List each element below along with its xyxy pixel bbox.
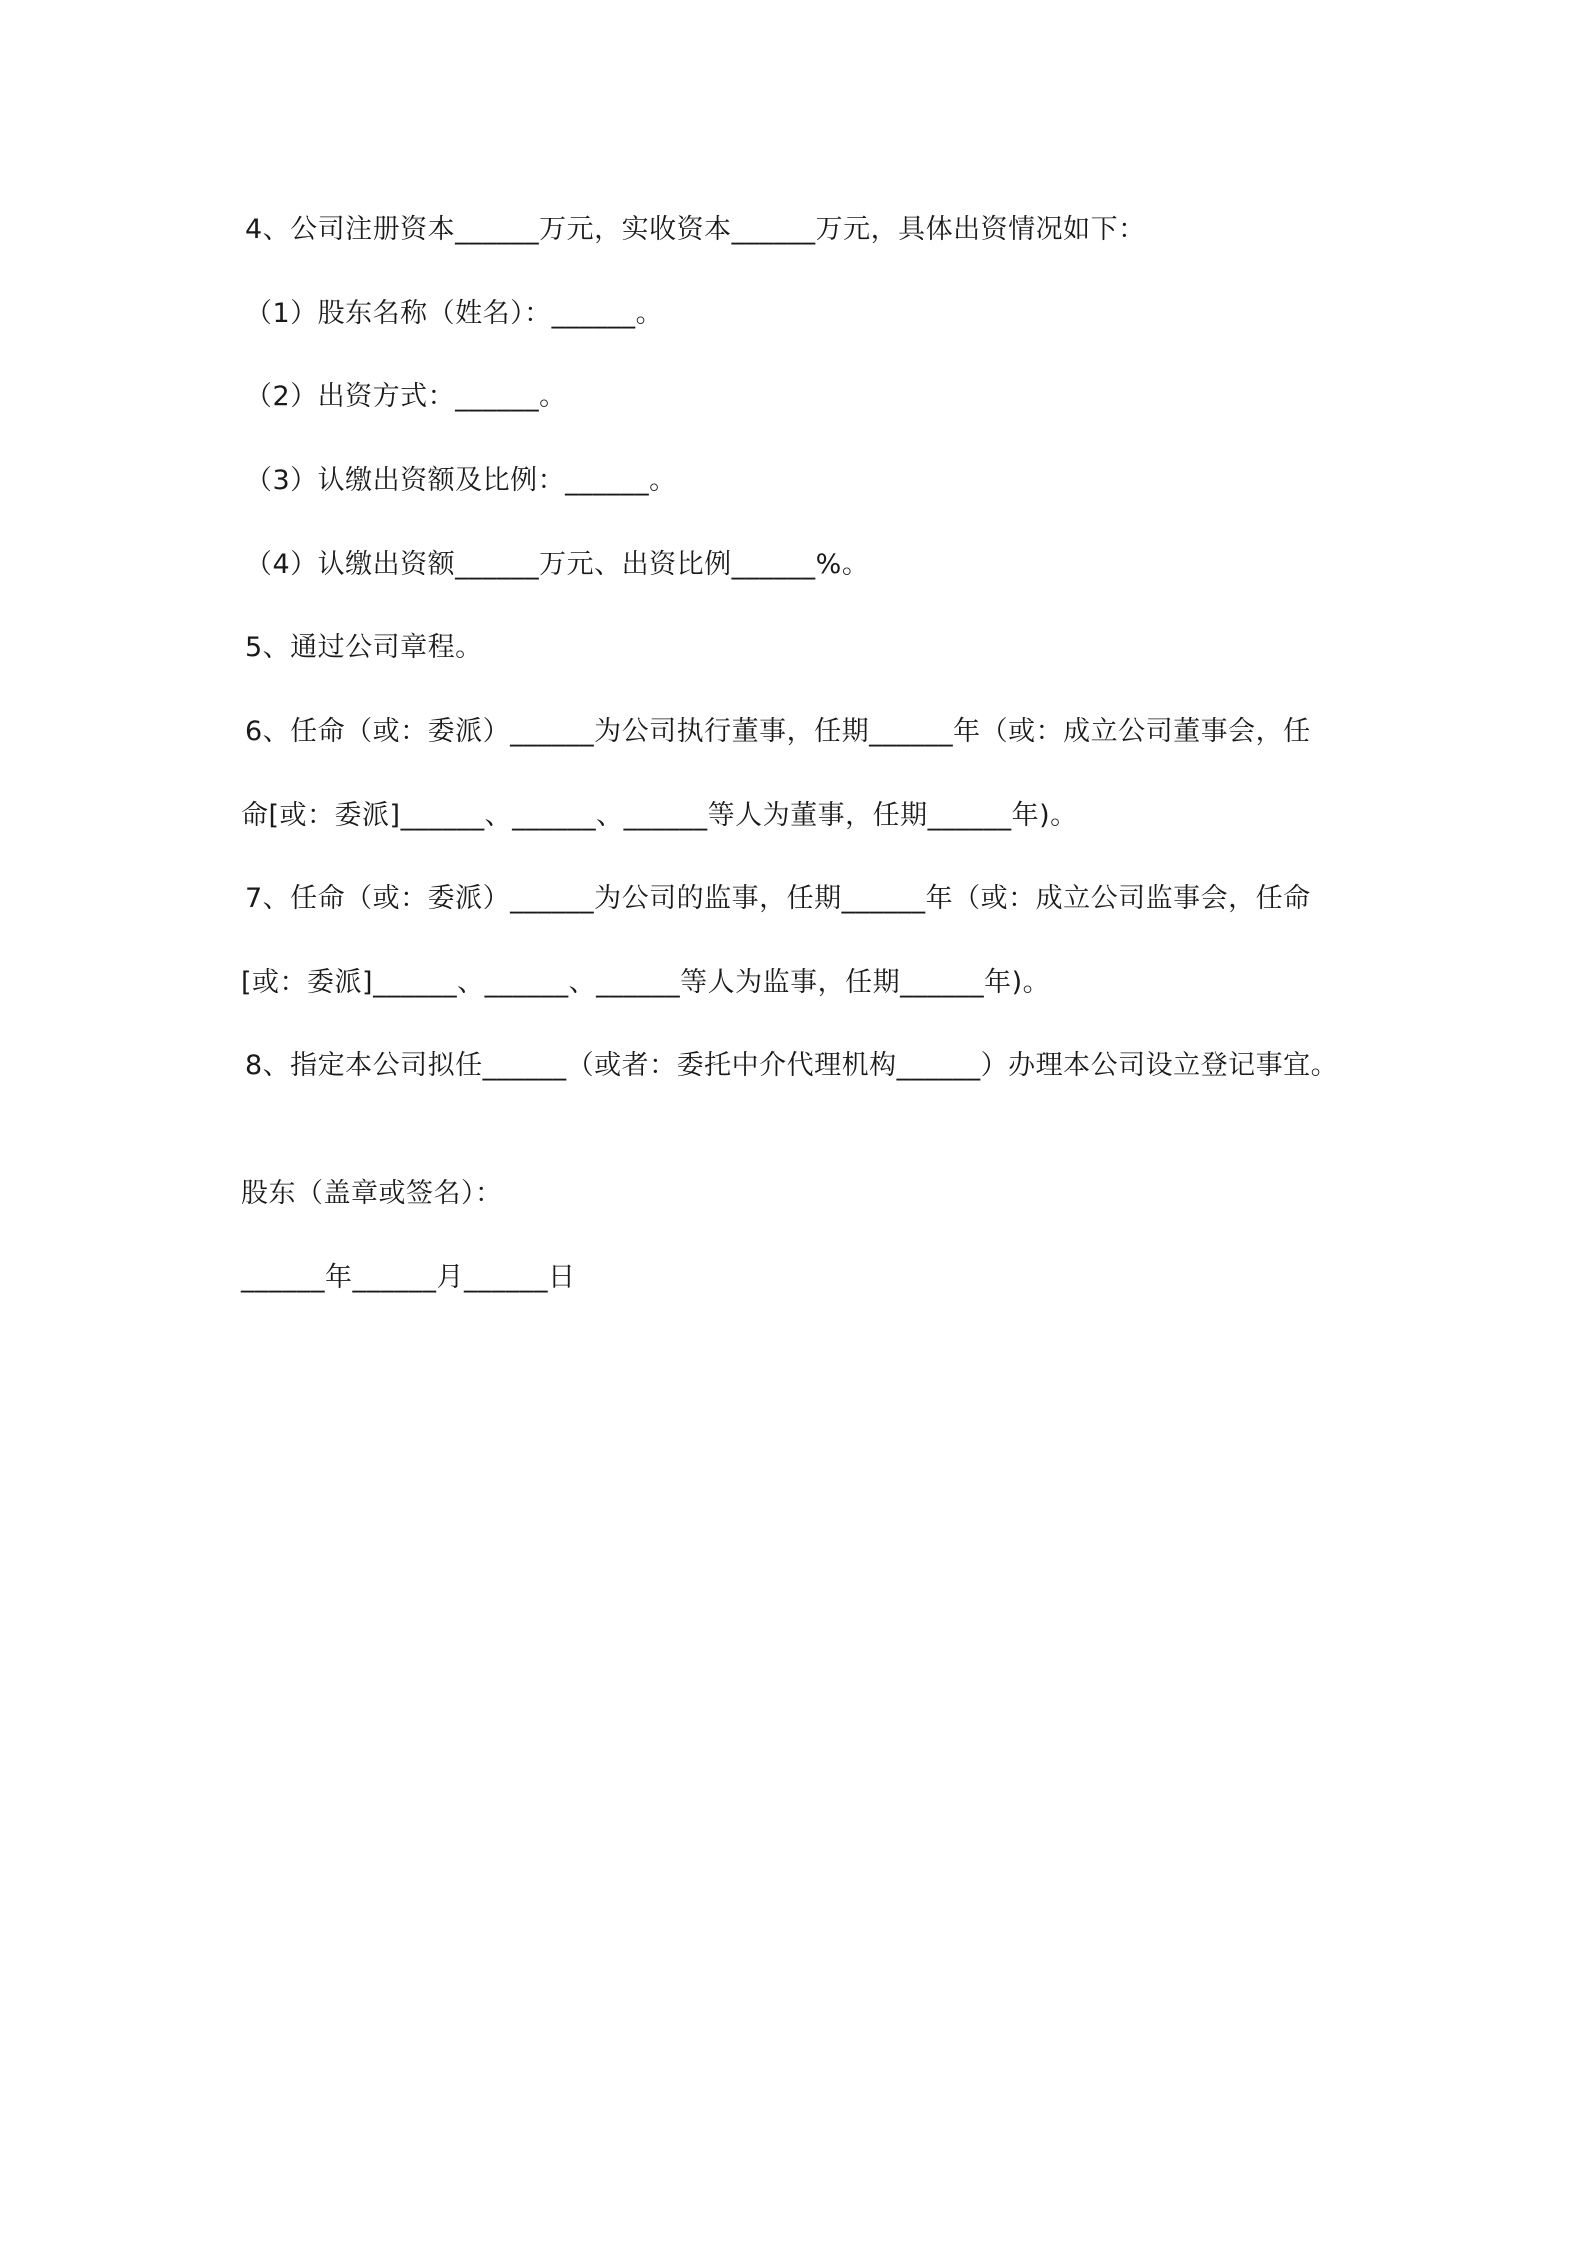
- item-4-registered-capital: 4、公司注册资本______万元，实收资本______万元，具体出资情况如下：: [245, 214, 1146, 245]
- item-subscribed-amount-percent: （4）认缴出资额______万元、出资比例______%。: [245, 549, 870, 580]
- item-6-director-line-2: 命[或：委派]______、______、______等人为董事，任期______年)。: [241, 800, 1078, 831]
- item-7-supervisor-line-1: 7、任命（或：委派）______为公司的监事，任期______年（或：成立公司监事会，任命: [245, 883, 1311, 914]
- item-shareholder-name: （1）股东名称（姓名）：______。: [245, 298, 664, 329]
- item-subscribed-amount-ratio: （3）认缴出资额及比例：______。: [245, 465, 677, 496]
- item-6-director-line-1: 6、任命（或：委派）______为公司执行董事，任期______年（或：成立公司董事会，任: [245, 716, 1311, 747]
- item-5-articles: 5、通过公司章程。: [245, 632, 483, 663]
- date-line: ______年______月______日: [241, 1262, 576, 1293]
- item-7-supervisor-line-2: [或：委派]______、______、______等人为监事，任期______年)。: [241, 967, 1051, 998]
- signature-label: 股东（盖章或签名）：: [241, 1178, 503, 1209]
- item-contribution-method: （2）出资方式：______。: [245, 381, 567, 412]
- item-8-registration-agent: 8、指定本公司拟任______（或者：委托中介代理机构______）办理本公司设立登记事宜。: [245, 1050, 1339, 1081]
